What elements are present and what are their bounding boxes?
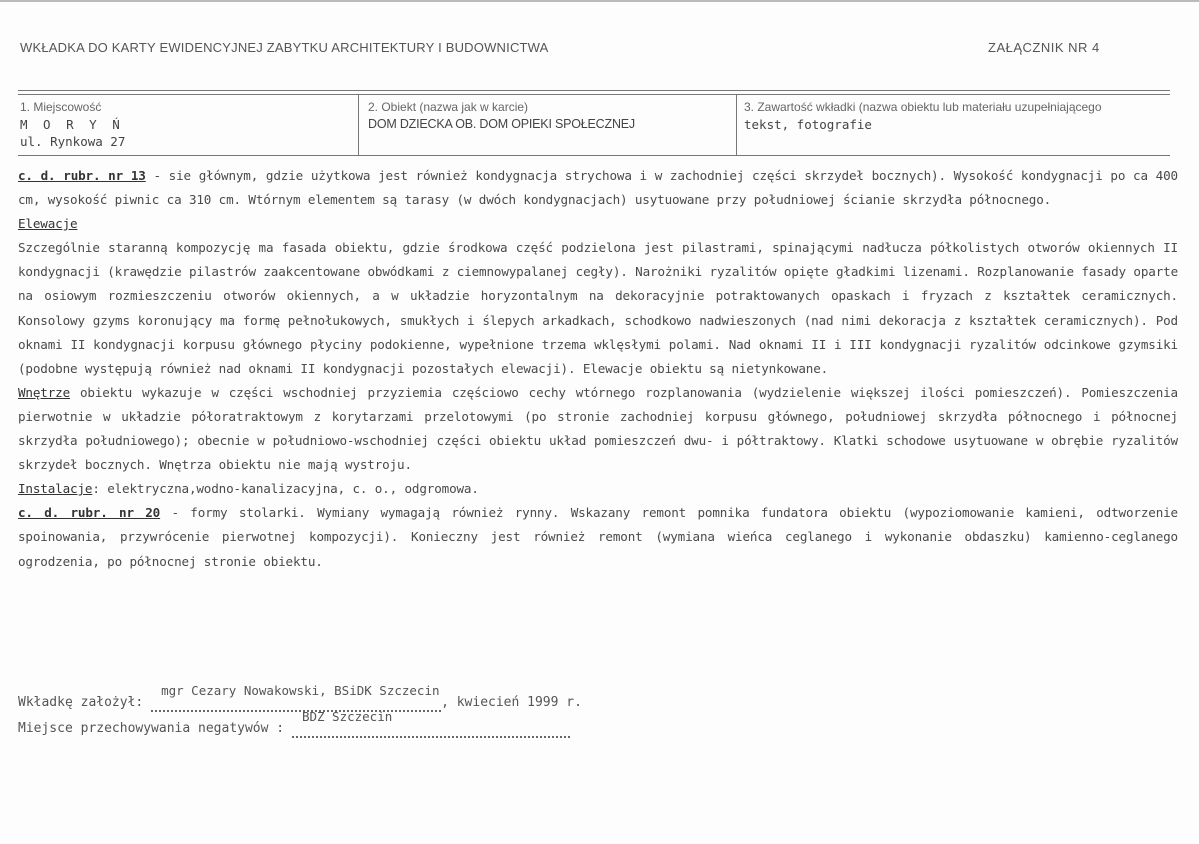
locality-name: M O R Y Ń [20, 117, 124, 132]
section-heading: Instalacje [18, 481, 93, 497]
object-field [368, 99, 728, 133]
paragraph-text: - formy stolarki. Wymiany wymagają również rynny. Wskazany remont pomnika fundatora obiektu (wypoziomowanie kamieni, odtworzenie spoinowania, przywrócenie pierwotnej kompozycji). Konieczny jest również remont (wymiana wieńca ceglanego i wykonanie obdaszku) kamienno-ceglanego ogrodzenia, po północnej stronie obiektu. [18, 505, 1178, 569]
negatives-label: Miejsce przechowywania negatywów : [18, 721, 292, 736]
locality-address: ul. Rynkowa 27 [20, 134, 126, 149]
heading-elewacje [18, 212, 1178, 236]
paragraph-text: - sie głównym, gdzie użytkowa jest również kondygnacja strychowa i w zachodniej części skrzydeł bocznych). Wysokość kondygnacji po ca 400 cm, wysokość piwnic ca 310 cm. Wtórnym elementem są tarasy (w dwóch kondygnacjach) usytuowane przy południowej ścianie skrzydła północnego. [18, 168, 1178, 208]
contents-field [744, 99, 1194, 133]
contents-label: 3. Zawartość wkładki (nazwa obiektu lub materiału uzupełniającego [744, 100, 1102, 114]
paragraph-text: obiektu wykazuje w części wschodniej przyziemia częściowo cechy wtórnego rozplanowania (wydzielenie większej ilości pomieszczeń). Pomieszczenia pierwotnie w układzie półoratraktowym z korytarzami przelotowymi (po stronie zachodniej korpusu głównego, południowej skrzydła północnego i północnej skrzydła południowego); obecnie w południowo-wschodniej części obiektu układ pomieszczeń dwu- i półtraktowy. Klatki schodowe usytuowane w obrębie ryzalitów skrzydeł bocznych. Wnętrza obiektu nie mają wystroju. [18, 384, 1178, 473]
field-divider-2 [736, 94, 737, 155]
paragraph-elewacje: Szczególnie staranną kompozycję ma fasada obiektu, gdzie środkowa część podzielona jest pilastrami, spinającymi nadłucza półkolistych otworów okiennych II kondygnacji (krawędzie pilastrów zaakcentowane obwódkami z ciemnowypalanej cegły). Narożniki ryzalitów opięte gładkimi lizenami. Rozplanowanie fasady oparte na osiowym rozmieszczeniu otworów okiennych, a w układzie horyzontalnym na dekoracyjnie potraktowanych opaskach i fryzach z kształtek ceramicznych. Konsolowy gzyms koronujący ma formę pełnołukowych, smukłych i ślepych arkadkach, schodkowo nadwieszonych (nad nimi dekoracja z kształtek ceramicznych). Pod oknami II kondygnacji korpusu głównego płyciny podokienne, wypełnione trzema wklęsłymi polami. Nad oknami II i III kondygnacji ryzalitów odcinkowe gzymsiki (podobne występują również nad oknami II kondygnacji pozostałych elewacji). Elewacje obiektu są nietynkowane. [18, 240, 1178, 376]
paragraph-text: : elektryczna,wodno-kanalizacyjna, c. o., odgromowa. [92, 481, 479, 497]
paragraph-continuation-13 [18, 164, 1178, 212]
top-edge [0, 0, 1199, 2]
section-heading: Wnętrze [18, 384, 71, 400]
document-body [18, 164, 1178, 574]
locality-label: 1. Miejscowość [20, 100, 102, 114]
author-date: , kwiecień 1999 r. [441, 695, 582, 710]
contents-value: tekst, fotografie [744, 117, 872, 132]
negatives-dotted-field [292, 709, 570, 738]
paragraph-continuation-20 [18, 501, 1178, 573]
section-ref-20: c. d. rubr. nr 20 [18, 505, 161, 521]
header-rule-top [18, 90, 1170, 91]
author-line [18, 683, 582, 712]
object-value: DOM DZIECKA OB. DOM OPIEKI SPOŁECZNEJ [368, 117, 635, 131]
section-heading: Elewacje [18, 216, 78, 232]
locality-field [20, 99, 350, 150]
section-ref-13: c. d. rubr. nr 13 [18, 168, 146, 183]
header-rule-second [18, 94, 1170, 95]
header-rule-bottom [18, 155, 1170, 156]
author-label: Wkładkę założył: [18, 695, 152, 710]
paragraph-instalacje [18, 477, 1178, 501]
negatives-line [18, 709, 570, 738]
field-divider-1 [358, 94, 359, 155]
object-label: 2. Obiekt (nazwa jak w karcie) [368, 100, 529, 114]
negatives-value: BDZ Szczecin [301, 709, 393, 724]
author-dotted-field [151, 683, 441, 712]
paragraph-wnetrze [18, 381, 1178, 477]
attachment-number: ZAŁĄCZNIK NR 4 [988, 40, 1100, 55]
document-title: WKŁADKA DO KARTY EWIDENCYJNEJ ZABYTKU ARCHITEKTURY I BUDOWNICTWA [20, 40, 549, 55]
author-value: mgr Cezary Nowakowski, BSiDK Szczecin [161, 683, 440, 698]
